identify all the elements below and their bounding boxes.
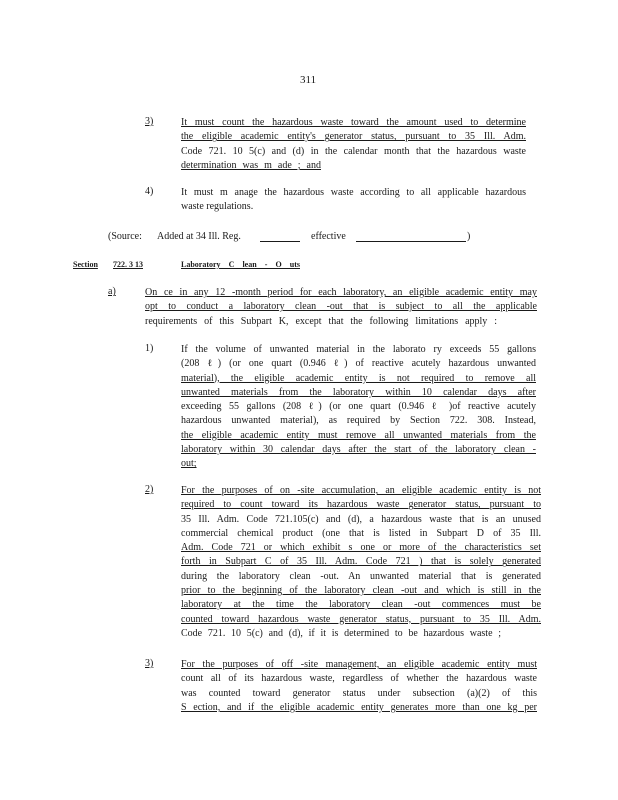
sub-1-label: 1) bbox=[145, 343, 154, 354]
item-4-label: 4) bbox=[145, 186, 154, 197]
text-line: For the purposes of off -site management, an eligible academic entity must bbox=[181, 659, 537, 670]
text-line: counted toward hazardous waste generator status, pursuant to 35 Ill. Adm. bbox=[181, 613, 541, 625]
text-line: required to count toward its hazardous waste generator status, pursuant to bbox=[181, 499, 541, 511]
text-line: On ce in any 12 -month period for each laboratory, an eligible academic entity may bbox=[145, 287, 537, 298]
text-line: the eligible academic entity's generator status, pursuant to 35 Ill. Adm. bbox=[181, 131, 526, 143]
sub-3-text bbox=[181, 658, 537, 715]
text-line: was counted toward generator status under subsection (a)(2) of this bbox=[181, 687, 537, 699]
para-a-label: a) bbox=[108, 286, 116, 297]
source-prefix: (Source: bbox=[108, 231, 142, 242]
text-line: laboratory at the time the laboratory clean -out commences must be bbox=[181, 599, 541, 611]
text-line: If the volume of unwanted material in the laborato ry exceeds 55 gallons bbox=[181, 344, 536, 355]
text-line: prior to the beginning of the laboratory clean -out and which is still in the bbox=[181, 585, 541, 597]
section-label: Section bbox=[73, 260, 98, 269]
para-a-text bbox=[145, 286, 537, 329]
item-3-label: 3) bbox=[145, 116, 154, 127]
text-line: waste regulations. bbox=[181, 201, 254, 213]
text-line: forth in Subpart C of 35 Ill. Adm. Code 721 ) that is solely generated bbox=[181, 556, 541, 568]
text-line: For the purposes of on -site accumulation, an eligible academic entity is not bbox=[181, 485, 541, 496]
text-line: (208 ℓ) (or one quart (0.946 ℓ) of reactive acutely hazardous unwanted bbox=[181, 358, 536, 370]
text-line: during the laboratory clean -out. An unwanted material that is generated bbox=[181, 570, 541, 582]
reg-blank bbox=[260, 230, 300, 242]
source-close: ) bbox=[467, 231, 471, 242]
text-line: the eligible academic entity must remove all unwanted materials from the bbox=[181, 429, 536, 441]
text-line: 35 Ill. Adm. Code 721.105(c) and (d), a hazardous waste that is an unused bbox=[181, 513, 541, 525]
text-line: requirements of this Subpart K, except that the following limitations apply : bbox=[145, 315, 497, 327]
sub-1-text bbox=[181, 343, 536, 472]
item-4-text bbox=[181, 186, 526, 215]
text-line: unwanted materials from the laboratory within 10 calendar days after bbox=[181, 386, 536, 398]
text-line: count all of its hazardous waste, regardless of whether the hazardous waste bbox=[181, 673, 537, 685]
text-line: determination was m ade ; and bbox=[181, 159, 321, 171]
sub-2-text bbox=[181, 484, 541, 641]
source-effective: effective bbox=[311, 231, 346, 242]
text-line: material), the eligible academic entity is not required to remove all bbox=[181, 372, 536, 384]
item-3-text bbox=[181, 116, 526, 173]
page-number: 311 bbox=[300, 74, 317, 86]
text-line: S ection, and if the eligible academic entity generates more than one kg per bbox=[181, 701, 537, 713]
text-line: exceeding 55 gallons (208 ℓ) (or one quart (0.946 ℓ )of reactive acutely bbox=[181, 401, 536, 413]
source-added: Added at 34 Ill. Reg. bbox=[157, 231, 241, 242]
text-line: Code 721. 10 5(c) and (d), if it is determined to be hazardous waste ; bbox=[181, 627, 501, 639]
text-line: Code 721. 10 5(c) and (d) in the calendar month that the hazardous waste bbox=[181, 145, 526, 157]
section-title: Laboratory C lean - O uts bbox=[181, 260, 300, 269]
sub-2-label: 2) bbox=[145, 484, 154, 495]
text-line: out; bbox=[181, 458, 197, 470]
text-line: It must count the hazardous waste toward the amount used to determine bbox=[181, 117, 526, 128]
sub-3-label: 3) bbox=[145, 658, 154, 669]
text-line: laboratory within 30 calendar days after the start of the laboratory clean - bbox=[181, 444, 536, 456]
text-line: Adm. Code 721 or which exhibit s one or more of the characteristics set bbox=[181, 542, 541, 554]
text-line: opt to conduct a laboratory clean -out that is subject to all the applicable bbox=[145, 301, 537, 313]
text-line: hazardous unwanted material), as required by Section 722. 308. Instead, bbox=[181, 415, 536, 427]
section-number: 722. 3 13 bbox=[113, 260, 143, 269]
text-line: It must m anage the hazardous waste according to all applicable hazardous bbox=[181, 187, 526, 198]
effective-date-blank bbox=[356, 230, 466, 242]
text-line: commercial chemical product (one that is listed in Subpart D of 35 Ill. bbox=[181, 527, 541, 539]
